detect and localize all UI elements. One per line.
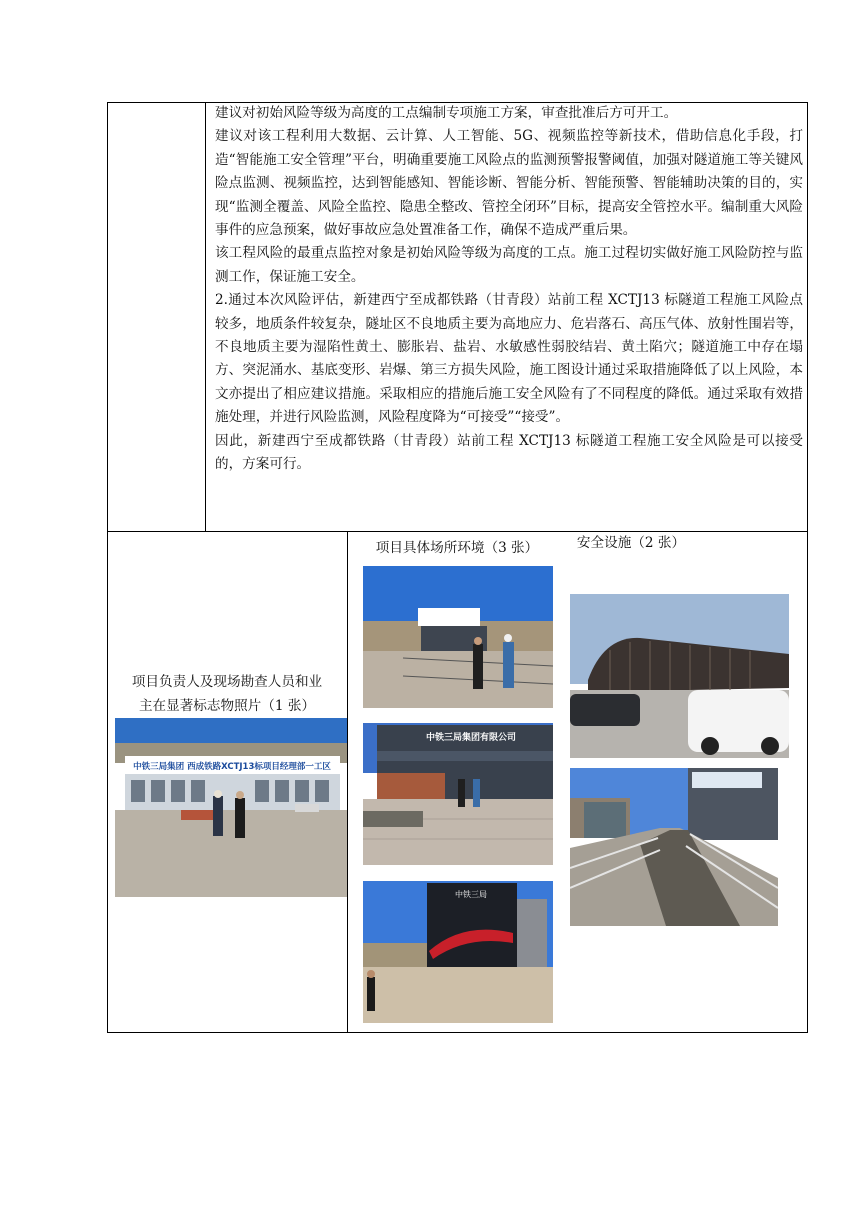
site-environment-photo-2: [363, 723, 553, 865]
assessment-conclusion-text: [215, 102, 803, 477]
paragraph: 因此，新建西宁至成都铁路（甘青段）站前工程 XCTJ13 标隧道工程施工安全风险是可以接受的，方案可行。: [215, 432, 803, 473]
environment-caption: 项目具体场所环境（3 张）: [375, 540, 539, 556]
safety-facilities-caption: 安全设施（2 张）: [576, 535, 686, 551]
company-sign-text: 中铁三局集团有限公司: [425, 733, 517, 743]
project-office-photo: [115, 718, 347, 897]
row-divider: [107, 531, 808, 532]
upper-col-divider: [205, 102, 206, 532]
safety-facility-photo-2: [570, 768, 778, 926]
paragraph: 该工程风险的最重点监控对象是初始风险等级为高度的工点。施工过程切实做好施工风险防控与监测工作，保证施工安全。: [215, 245, 803, 285]
paragraph: 2.通过本次风险评估，新建西宁至成都铁路（甘青段）站前工程 XCTJ13 标隧道工程施工风险点较多，地质条件较复杂，隧址区不良地质主要为高地应力、危岩落石、高压气体、放射性围岩等，不良地质主要为湿陷性黄土、膨胀岩、盐岩、水敏感性弱胶结岩、黄土陷穴；隧道施工中存在塌方、突泥涌水、基底变形、岩爆、第三方损失风险，施工图设计通过采取措施降低了以上风险，本文亦提出了相应建议措施。采取相应的措施后施工安全风险有了不同程度的降低。通过采取有效措施处理，并进行风险监测，风险程度降为“可接受”“接受”。: [215, 292, 803, 426]
paragraph: 建议对初始风险等级为高度的工点编制专项施工方案，审查批准后方可开工。: [215, 105, 678, 121]
left-photo-caption: 项目负责人及现场勘查人员和业 主在显著标志物照片（1 张）: [131, 674, 323, 714]
lower-col-divider: [347, 531, 348, 1033]
building-sign-text: 中铁三局: [455, 890, 487, 899]
paragraph: 建议对该工程利用大数据、云计算、人工智能、5G、视频监控等新技术，借助信息化手段，打造“智能施工安全管理”平台，明确重要施工风险点的监测预警报警阈值，加强对隧道施工等关键风险点监测、视频监控，达到智能感知、智能诊断、智能分析、智能预警、智能辅助决策的目的，实现“监测全覆盖、风险全监控、隐患全整改、管控全闭环”目标，提高安全管控水平。编制重大风险事件的应急预案，做好事故应急处置准备工作，确保不造成严重后果。: [215, 128, 803, 239]
site-environment-photo-3: [363, 881, 553, 1023]
site-environment-photo-1: [363, 566, 553, 708]
safety-facility-photo-1: [570, 594, 789, 758]
office-sign-text: 中铁三局集团 西成铁路XCTJ13标项目经理部一工区: [133, 762, 331, 772]
